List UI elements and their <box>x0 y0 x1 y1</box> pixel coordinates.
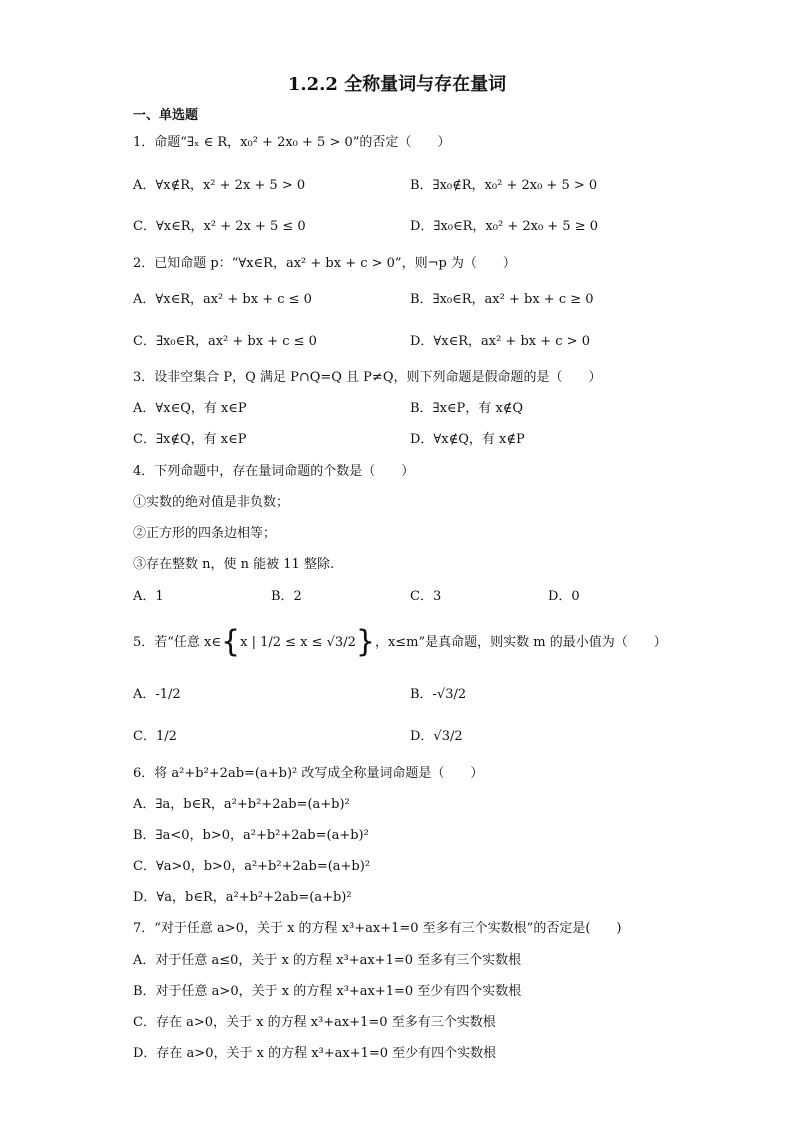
question-7-option-c: C．存在 a>0，关于 x 的方程 x³+ax+1=0 至多有三个实数根 <box>133 1015 496 1030</box>
page-title: 1.2.2 全称量词与存在量词 <box>287 74 507 95</box>
question-5-stem-before: 5．若“任意 x∈ <box>133 635 222 650</box>
question-2-option-b: B．∃x₀∈R，ax² + bx + c ≥ 0 <box>410 292 594 307</box>
question-5-stem-after: ，x≤m”是真命题，则实数 m 的最小值为（ ） <box>374 635 667 650</box>
question-4-statement-1: ①实数的绝对值是非负数； <box>133 495 290 510</box>
question-7-option-d: D．存在 a>0，关于 x 的方程 x³+ax+1=0 至少有四个实数根 <box>133 1046 497 1061</box>
question-5-option-b: B．-√3/2 <box>410 687 467 702</box>
question-5-set: x | 1/2 ≤ x ≤ √3/2 <box>240 635 356 650</box>
question-3-option-c: C．∃x∉Q，有 x∈P <box>133 432 247 447</box>
question-2-stem: 2．已知命题 p：“∀x∈R，ax² + bx + c > 0”，则¬p 为（ ） <box>133 256 516 271</box>
question-3-stem: 3．设非空集合 P，Q 满足 P∩Q=Q 且 P≠Q，则下列命题是假命题的是（ ） <box>133 370 602 385</box>
question-5-option-d: D．√3/2 <box>410 729 463 744</box>
question-2-option-d: D．∀x∈R，ax² + bx + c > 0 <box>410 334 590 349</box>
question-6-option-c: C．∀a>0，b>0，a²+b²+2ab=(a+b)² <box>133 859 371 874</box>
left-brace-icon: { <box>221 624 241 660</box>
question-4-option-d: D．0 <box>548 589 580 604</box>
question-1-stem-after: ”的否定（ ） <box>352 135 451 150</box>
question-2-option-c: C．∃x₀∈R，ax² + bx + c ≤ 0 <box>133 334 317 349</box>
question-5-stem <box>133 624 667 660</box>
question-6-stem: 6．将 a²+b²+2ab=(a+b)² 改写成全称量词命题是（ ） <box>133 766 484 781</box>
right-brace-icon: } <box>355 624 375 660</box>
question-1-option-d: D．∃x₀∈R，x₀² + 2x₀ + 5 ≥ 0 <box>410 219 599 234</box>
question-3-option-d: D．∀x∉Q，有 x∉P <box>410 432 525 447</box>
question-6-option-b: B．∃a<0，b>0，a²+b²+2ab=(a+b)² <box>133 828 369 843</box>
question-1-stem <box>133 134 450 152</box>
question-4-option-b: B．2 <box>271 589 302 604</box>
question-5-option-a: A．-1/2 <box>133 687 181 702</box>
question-1-stem-before: 1．命题“ <box>133 135 187 150</box>
question-4-statement-3: ③存在整数 n，使 n 能被 11 整除. <box>133 557 335 572</box>
question-7-option-a: A．对于任意 a≤0，关于 x 的方程 x³+ax+1=0 至多有三个实数根 <box>133 953 522 968</box>
question-1-option-a: A．∀x∉R，x² + 2x + 5 > 0 <box>133 178 306 193</box>
question-6-option-a: A．∃a，b∈R，a²+b²+2ab=(a+b)² <box>133 797 350 812</box>
question-1-stem-math: ∃ₓ ∈ R，x₀² + 2x₀ + 5 > 0 <box>186 135 353 150</box>
question-1-option-c: C．∀x∈R，x² + 2x + 5 ≤ 0 <box>133 219 306 234</box>
question-2-option-a: A．∀x∈R，ax² + bx + c ≤ 0 <box>133 292 312 307</box>
question-4-statement-2: ②正方形的四条边相等； <box>133 526 277 541</box>
question-5-option-c: C．1/2 <box>133 729 177 744</box>
question-3-option-a: A．∀x∈Q，有 x∈P <box>133 401 247 416</box>
question-7-option-b: B．对于任意 a>0，关于 x 的方程 x³+ax+1=0 至少有四个实数根 <box>133 984 522 999</box>
question-4-stem: 4．下列命题中，存在量词命题的个数是（ ） <box>133 464 415 479</box>
section-heading: 一、单选题 <box>133 108 199 123</box>
question-6-option-d: D．∀a，b∈R，a²+b²+2ab=(a+b)² <box>133 890 352 905</box>
question-4-option-c: C．3 <box>410 589 442 604</box>
question-1-option-b: B．∃x₀∉R，x₀² + 2x₀ + 5 > 0 <box>410 178 598 193</box>
question-7-stem: 7．“对于任意 a>0，关于 x 的方程 x³+ax+1=0 至多有三个实数根”的否定是( ) <box>133 921 622 936</box>
question-4-option-a: A．1 <box>133 589 164 604</box>
question-3-option-b: B．∃x∈P，有 x∉Q <box>410 401 524 416</box>
